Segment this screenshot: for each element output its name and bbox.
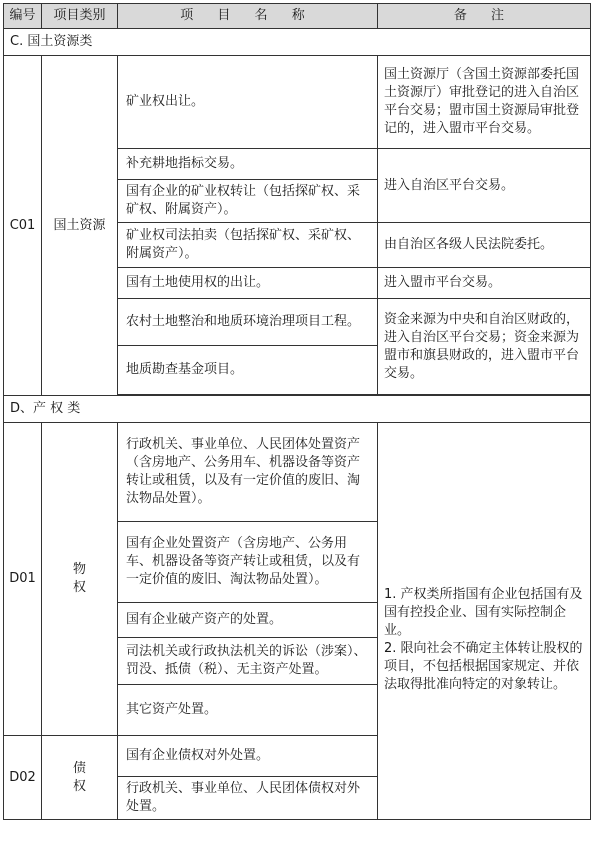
item-note: 资金来源为中央和自治区财政的，进入自治区平台交易；资金来源为盟市和旗县财政的，进入盟市平台交易。 <box>378 299 591 395</box>
item-note: 国土资源厅（含国土资源部委托国土资源厅）审批登记的进入自治区平台交易；盟市国土资源局审批登记的，进入盟市平台交易。 <box>378 56 591 149</box>
item-name: 地质勘查基金项目。 <box>118 346 378 395</box>
code-d01: D01 <box>4 423 42 736</box>
item-name: 补充耕地指标交易。 <box>118 149 378 180</box>
item-name: 矿业权司法拍卖（包括探矿权、采矿权、附属资产）。 <box>118 223 378 268</box>
header-code: 编号 <box>4 4 42 29</box>
table-row <box>4 423 591 522</box>
header-name: 项 目 名 称 <box>118 4 378 29</box>
category-d01: 物 权 <box>42 423 118 736</box>
item-name: 国有企业破产资产的处置。 <box>118 603 378 638</box>
item-name: 国有企业处置资产（含房地产、公务用车、机器设备等资产转让或租赁，以及有一定价值的废旧、淘汰物品处置）。 <box>118 522 378 603</box>
section-row-c <box>4 29 591 56</box>
d-note-2: 2. 限向社会不确定主体转让股权的项目，不包括根据国家规定、并依法取得批准向特定的对象转让。 <box>384 640 583 692</box>
item-name: 国有企业债权对外处置。 <box>118 736 378 777</box>
code-d02: D02 <box>4 736 42 820</box>
item-name: 行政机关、事业单位、人民团体处置资产（含房地产、公务用车、机器设备等资产转让或租赁，以及有一定价值的废旧、淘汰物品处置）。 <box>118 423 378 522</box>
code-c01: C01 <box>4 56 42 396</box>
category-c01: 国土资源 <box>42 56 118 396</box>
item-note: 进入盟市平台交易。 <box>378 268 591 299</box>
project-catalog-table <box>3 3 591 820</box>
d-notes <box>378 423 591 820</box>
header-note: 备 注 <box>378 4 591 29</box>
section-title-c: C. 国土资源类 <box>4 29 591 56</box>
item-name: 司法机关或行政执法机关的诉讼（涉案）、罚没、抵债（税）、无主资产处置。 <box>118 638 378 685</box>
item-name: 国有土地使用权的出让。 <box>118 268 378 299</box>
table-header-row <box>4 4 591 29</box>
item-name: 其它资产处置。 <box>118 685 378 736</box>
d-note-1: 1. 产权类所指国有企业包括国有及国有控投企业、国有实际控制企业。 <box>384 586 583 638</box>
item-name: 农村土地整治和地质环境治理项目工程。 <box>118 299 378 346</box>
header-category: 项目类别 <box>42 4 118 29</box>
item-name: 矿业权出让。 <box>118 56 378 149</box>
category-d02: 债 权 <box>42 736 118 820</box>
table-row <box>4 56 591 149</box>
section-title-d: D、产 权 类 <box>4 396 591 423</box>
section-row-d <box>4 396 591 423</box>
item-name: 国有企业的矿业权转让（包括探矿权、采矿权、附属资产）。 <box>118 180 378 223</box>
item-note: 进入自治区平台交易。 <box>378 149 591 223</box>
item-name: 行政机关、事业单位、人民团体债权对外处置。 <box>118 777 378 820</box>
item-note: 由自治区各级人民法院委托。 <box>378 223 591 268</box>
